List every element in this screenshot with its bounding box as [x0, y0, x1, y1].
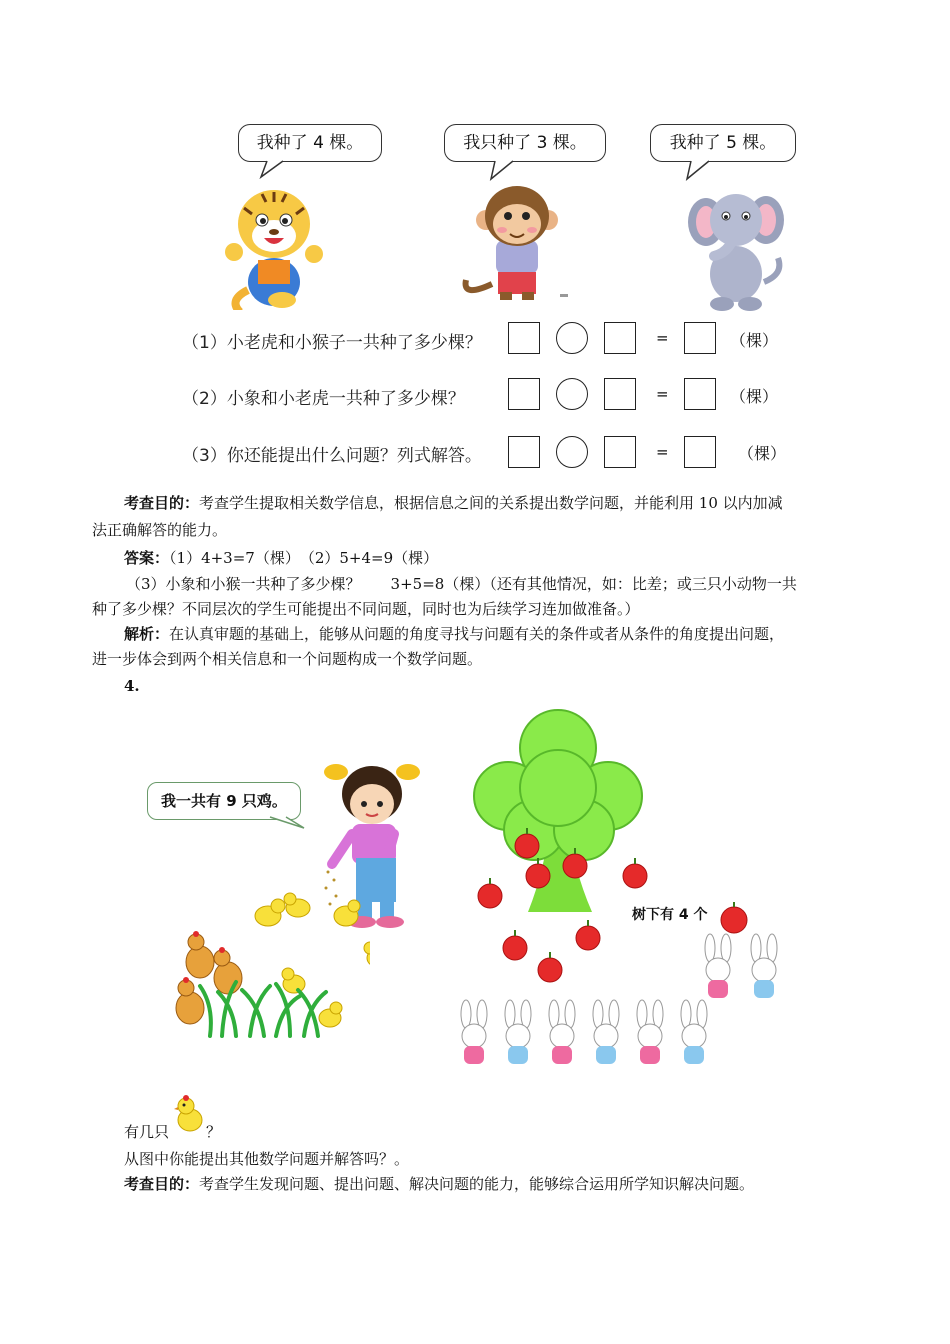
elephant-speech-text: 我种了 5 棵。 — [669, 133, 777, 153]
tree-label-text: 树下有 4 个 — [632, 907, 708, 923]
purpose-text-4: 考查学生发现问题、提出问题、解决问题的能力，能够综合运用所学知识解决问题。 — [199, 1175, 755, 1193]
chickens-illustration — [170, 886, 370, 1056]
answer-box-3a[interactable] — [508, 436, 540, 468]
answer-box-1a[interactable] — [508, 322, 540, 354]
answer-box-1b[interactable] — [604, 322, 636, 354]
divider-mark — [560, 294, 568, 297]
purpose-line-1: 考查学生提取相关数学信息，根据信息之间的关系提出数学问题，并能利用 10 以内加减 — [199, 494, 783, 512]
purpose-label: 考查目的 — [124, 494, 185, 512]
purpose-paragraph — [124, 491, 783, 516]
answer-box-2b[interactable] — [604, 378, 636, 410]
analysis-line-1: 在认真审题的基础上，能够从问题的角度寻找与问题有关的条件或者从条件的角度提出问题， — [169, 625, 785, 643]
analysis-colon: ： — [154, 625, 170, 643]
answer-box-3b[interactable] — [604, 436, 636, 468]
tiger-speech-bubble — [238, 124, 382, 162]
answer-colon: ： — [154, 549, 170, 567]
result-box-2[interactable] — [684, 378, 716, 410]
bubble-tail-icon — [260, 810, 310, 834]
elephant-speech-bubble — [650, 124, 796, 162]
question-number-4: 4. — [124, 677, 140, 695]
monkey-illustration — [462, 180, 572, 304]
question-3-text: （3）你还能提出什么问题？列式解答。 — [182, 446, 482, 466]
question-1-text: （1）小老虎和小猴子一共种了多少棵？ — [182, 333, 482, 353]
purpose-label-4: 考查目的 — [124, 1175, 185, 1193]
monkey-speech-text: 我只种了 3 棵。 — [463, 133, 587, 153]
result-box-3[interactable] — [684, 436, 716, 468]
purpose-paragraph-4 — [124, 1172, 754, 1197]
purpose-colon: ： — [184, 494, 200, 512]
tiger-speech-text: 我种了 4 棵。 — [256, 133, 364, 153]
answer-line-1: （1）4+3=7（棵） （2）5+4=9（棵） — [169, 549, 439, 567]
monkey-speech-bubble — [444, 124, 606, 162]
girl-speech-text: 我一共有 9 只鸡。 — [161, 792, 287, 810]
chick-icon — [174, 1092, 208, 1136]
bubble-tail-icon — [239, 125, 381, 185]
question-2-text: （2）小象和小老虎一共种了多少棵？ — [182, 389, 465, 409]
answer-label: 答案 — [124, 549, 155, 567]
question-2-text-section4: 从图中你能提出其他数学问题并解答吗？。 — [124, 1150, 410, 1168]
unit-label-3: （棵） — [738, 444, 787, 463]
chick-question-pre: 有几只 — [124, 1123, 170, 1141]
analysis-paragraph — [124, 622, 784, 647]
bubble-tail-icon — [445, 125, 605, 185]
result-box-1[interactable] — [684, 322, 716, 354]
answer-line-3: 种了多少棵？不同层次的学生可能提出不同问题，同时也为后续学习连加做准备。） — [92, 600, 640, 618]
unit-label-2: （棵） — [730, 387, 779, 406]
equals-sign-1: = — [656, 329, 669, 347]
bubble-tail-icon — [651, 125, 795, 185]
analysis-label: 解析 — [124, 625, 155, 643]
unit-label-1: （棵） — [730, 331, 779, 350]
operator-circle-2[interactable] — [556, 378, 588, 410]
chick-question-post: ？ — [206, 1123, 222, 1141]
operator-circle-3[interactable] — [556, 436, 588, 468]
equals-sign-3: = — [656, 443, 669, 461]
tiger-illustration — [222, 178, 326, 310]
answer-box-2a[interactable] — [508, 378, 540, 410]
rabbits-illustration — [448, 932, 790, 1078]
operator-circle-1[interactable] — [556, 322, 588, 354]
answer-paragraph — [124, 546, 438, 571]
purpose-line-2: 法正确解答的能力。 — [92, 521, 228, 539]
analysis-line-2: 进一步体会到两个相关信息和一个问题构成一个数学问题。 — [92, 650, 483, 668]
equals-sign-2: = — [656, 385, 669, 403]
answer-line-2: （3）小象和小猴一共种了多少棵？ 3+5=8（棵）（还有其他情况，如：比差；或三只小动物一共 — [126, 575, 797, 593]
apple-icon — [718, 900, 750, 936]
purpose-colon-4: ： — [184, 1175, 200, 1193]
elephant-illustration — [684, 182, 790, 312]
